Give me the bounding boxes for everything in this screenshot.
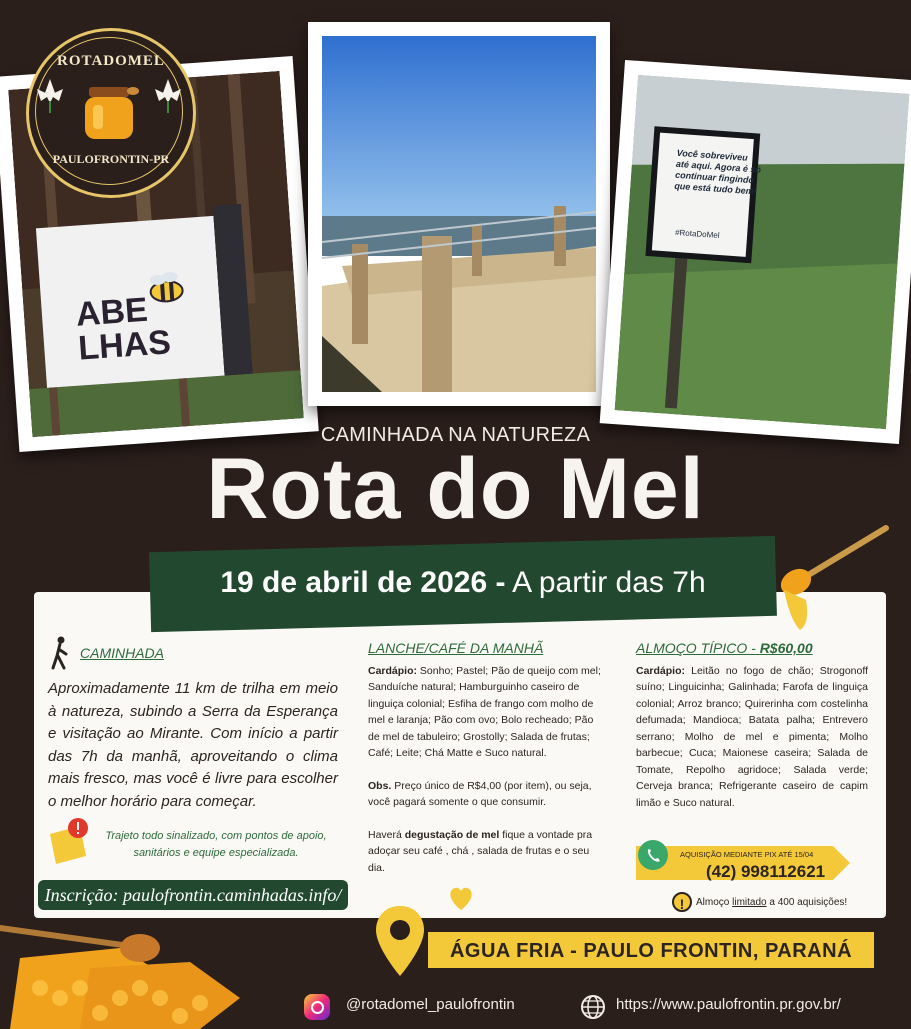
lanche-obs: Obs. Preço único de R$4,00 (por item), ou seja, você pagará somente o que consumir. (368, 779, 592, 808)
honeycomb-image (0, 918, 250, 1029)
almoco-price: R$60,00 (759, 640, 813, 656)
date-bold: 19 de abril de 2026 - (220, 566, 506, 599)
whatsapp-icon (638, 840, 668, 870)
instagram-icon (304, 994, 330, 1020)
location-text: ÁGUA FRIA - PAULO FRONTIN, PARANÁ (449, 940, 853, 962)
almoco-title: ALMOÇO TÍPICO - R$60,00 (636, 640, 813, 656)
lanche-menu: Cardápio: Sonho; Pastel; Pão de queijo com mel; Sanduíche natural; Hamburguinho caseiro de linguiça colonial; Esfiha de frango com molho de mel e laranja; Pão com ovo; Bolo recheado; Pão de mel de tabuleiro; Grostolly; Salada de frutas; Café; Leite; Chá Matte e Suco natural. (368, 664, 601, 759)
instagram-handle[interactable]: @rotadomel_paulofrontin (346, 996, 515, 1013)
heart-icon (446, 884, 476, 912)
photo-field-sign (600, 60, 911, 444)
field-image (615, 75, 910, 429)
event-title: Rota do Mel (206, 441, 705, 537)
field-sign-text: Você sobreviveu até aqui. Agora é só continuar fingindo que está tudo bem! (674, 147, 762, 197)
almoco-limit: Almoço limitado a 400 aquisições! (696, 897, 848, 908)
section-lanche (368, 640, 604, 876)
honey-dipper-icon (770, 520, 900, 640)
trail-info: Trajeto todo sinalizado, com pontos de apoio, sanitários e equipe especializada. (105, 830, 327, 859)
inscricao-link[interactable]: Inscrição: paulofrontin.caminhadas.info/ (38, 880, 348, 910)
globe-icon (580, 994, 606, 1020)
field-sign-hashtag: #RotaDoMel (674, 227, 720, 240)
lily-flower-icon (35, 75, 65, 115)
warning-icon: ! (672, 892, 692, 912)
phone-number[interactable]: (42) 998112621 (706, 862, 826, 881)
date-time: A partir das 7h (505, 566, 706, 599)
mirante-image (322, 36, 596, 392)
section-caminhada (48, 636, 338, 814)
honey-jar-icon (79, 81, 141, 143)
caminhada-title: CAMINHADA (80, 645, 165, 661)
website-link[interactable]: https://www.paulofrontin.pr.gov.br/ (616, 996, 841, 1013)
section-almoco (636, 640, 868, 811)
pix-label: AQUISIÇÃO MEDIANTE PIX ATÉ 15/04 (680, 850, 814, 859)
lanche-title: LANCHE/CAFÉ DA MANHÃ (368, 640, 544, 656)
event-subtitle: CAMINHADA NA NATUREZA (320, 424, 591, 446)
event-date (150, 566, 776, 600)
bee-icon (141, 268, 190, 311)
hiker-icon (48, 636, 74, 670)
location-pin-icon (372, 904, 428, 980)
lily-flower-icon-right (153, 75, 183, 115)
logo-bottom-text: PAULOFRONTIN-PR (52, 152, 170, 166)
abelhas-sign-text: ABE LHAS (74, 290, 173, 368)
logo-top-text: ROTADOMEL (57, 53, 165, 69)
photo-mirante (308, 22, 610, 406)
rota-do-mel-logo (26, 28, 196, 198)
caminhada-description: Aproximadamente 11 km de trilha em meio à natureza, subindo a Serra da Esperança e visitação ao Mirante. Com início a partir das 7h da manhã, aproveitando o clima mais fresco, mas você é livre para escolher o melhor horário para começar. (48, 680, 338, 810)
almoco-menu: Cardápio: Leitão no fogo de chão; Strogonoff suíno; Linguicinha; Galinhada; Farofa de linguiça colonial; Arroz branco; Quirerinha com costelinha defumada; Mandioca; Batata palha; Entrevero serrano; Molho de mel e pimenta; Molho barbecue; Cuca; Maionese caseira; Salada de Tomate, Repolho agridoce; Salada verde; Cerveja branca; Refrigerante caseiro de capim limão e Suco natural. (636, 664, 868, 809)
lanche-degustacao: Haverá degustação de mel fique a vontade pra adoçar seu café , chá , salada de frutas e o seu dia. (368, 828, 593, 874)
